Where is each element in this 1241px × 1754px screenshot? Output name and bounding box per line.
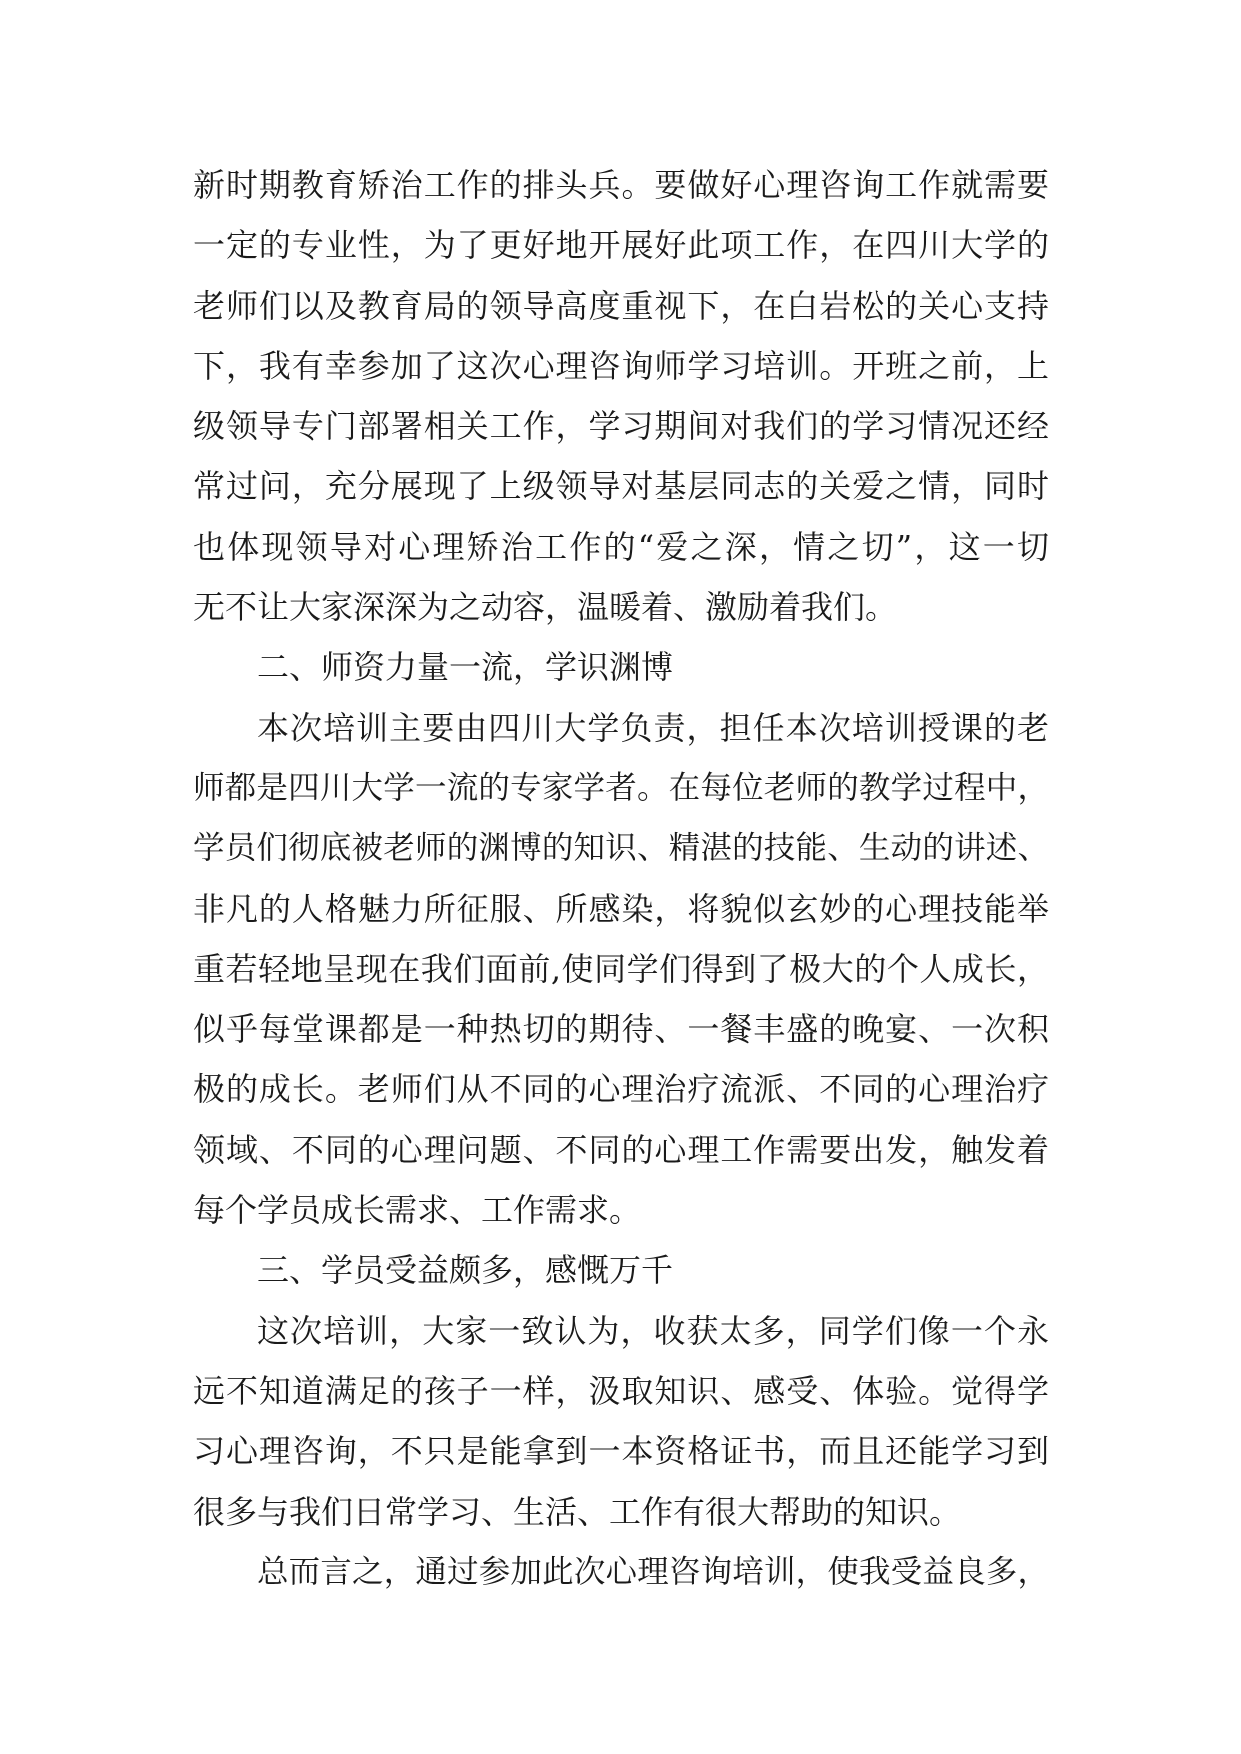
text-line: 常过问，充分展现了上级领导对基层同志的关爱之情，同时 (193, 467, 1049, 506)
text-line: 远不知道满足的孩子一样，汲取知识、感受、体验。觉得学 (193, 1371, 1049, 1410)
text-line: 非凡的人格魅力所征服、所感染，将貌似玄妙的心理技能举 (193, 889, 1049, 928)
text-line: 本次培训主要由四川大学负责，担任本次培训授课的老 (257, 708, 1049, 747)
section-heading: 三、学员受益颇多，感慨万千 (257, 1251, 674, 1290)
text-line: 习心理咨询，不只是能拿到一本资格证书，而且还能学习到 (193, 1432, 1049, 1471)
text-line: 极的成长。老师们从不同的心理治疗流派、不同的心理治疗 (193, 1070, 1049, 1109)
text-line: 总而言之，通过参加此次心理咨询培训，使我受益良多， (257, 1553, 1049, 1590)
text-line: 新时期教育矫治工作的排头兵。要做好心理咨询工作就需要 (193, 166, 1049, 204)
text-line: 重若轻地呈现在我们面前,使同学们得到了极大的个人成长， (193, 949, 1049, 988)
text-line: 级领导专门部署相关工作，学习期间对我们的学习情况还经 (193, 407, 1049, 446)
text-line: 也体现领导对心理矫治工作的“爱之深，情之切”，这一切 (193, 527, 1049, 566)
text-line: 每个学员成长需求、工作需求。 (193, 1191, 642, 1230)
text-line: 一定的专业性，为了更好地开展好此项工作，在四川大学的 (193, 226, 1049, 265)
text-line: 无不让大家深深为之动容，温暖着、激励着我们。 (193, 588, 898, 627)
text-line: 似乎每堂课都是一种热切的期待、一餐丰盛的晚宴、一次积 (193, 1010, 1049, 1049)
text-line: 老师们以及教育局的领导高度重视下，在白岩松的关心支持 (193, 286, 1049, 325)
text-line: 这次培训，大家一致认为，收获太多，同学们像一个永 (257, 1311, 1049, 1350)
text-line: 学员们彻底被老师的渊博的知识、精湛的技能、生动的讲述、 (193, 830, 1049, 867)
text-line: 很多与我们日常学习、生活、工作有很大帮助的知识。 (193, 1492, 962, 1531)
text-line: 师都是四川大学一流的专家学者。在每位老师的教学过程中， (193, 769, 1049, 806)
document-body (193, 155, 1049, 1602)
text-line: 下，我有幸参加了这次心理咨询师学习培训。开班之前，上 (193, 346, 1049, 385)
section-heading: 二、师资力量一流，学识渊博 (257, 648, 674, 687)
text-line: 领域、不同的心理问题、不同的心理工作需要出发，触发着 (193, 1130, 1049, 1169)
